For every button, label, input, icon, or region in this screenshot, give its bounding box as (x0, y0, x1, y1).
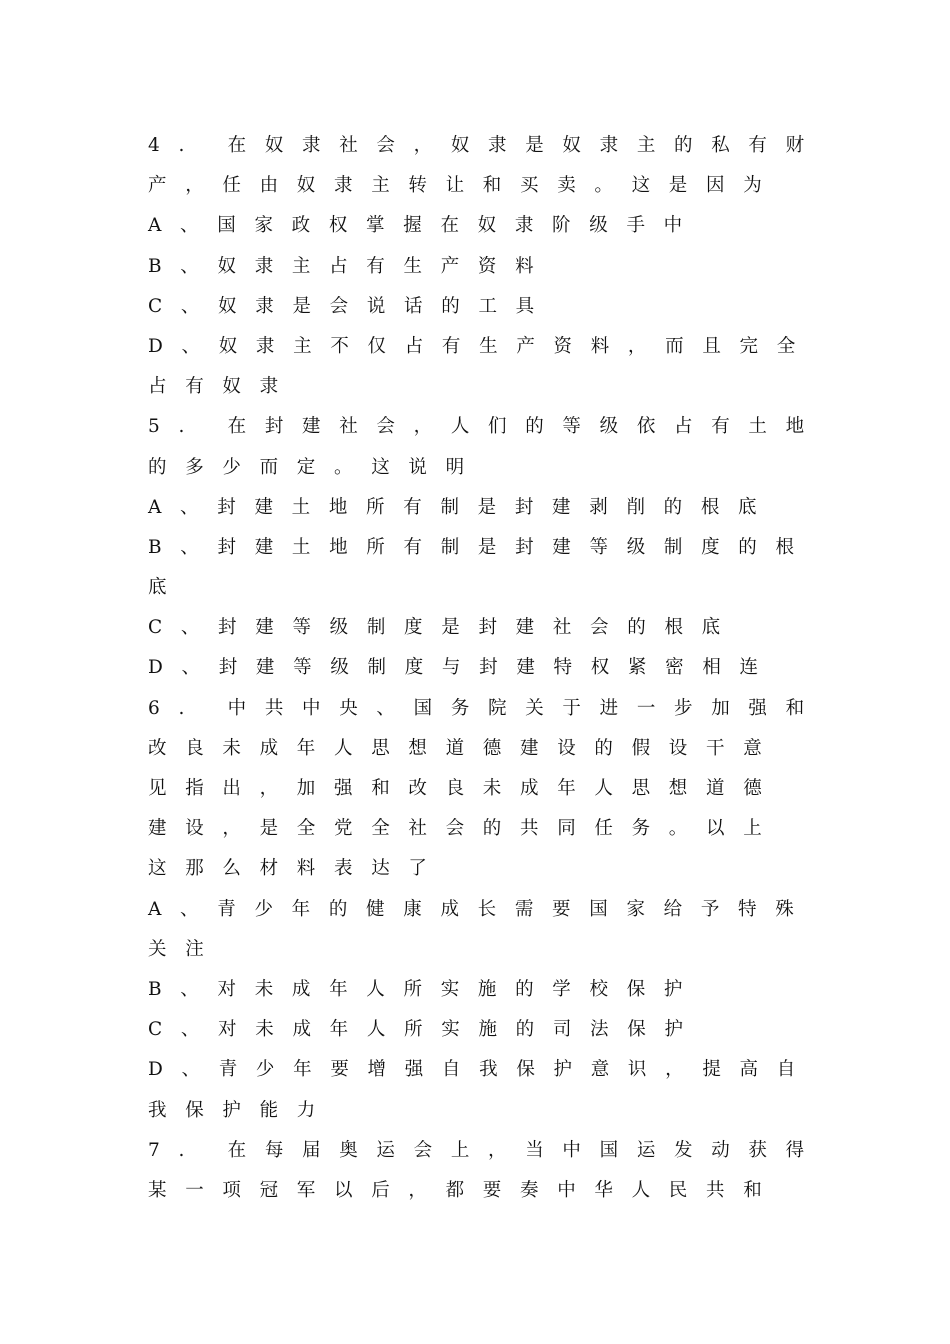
question-4-option-c: C、奴隶是会说话的工具 (148, 295, 553, 317)
question-7-stem-line-2: 某一项冠军以后，都要奏中华人民共和 (148, 1179, 781, 1201)
question-6-stem-line-1: 6. 中共中央、国务院关于进一步加强和 (148, 697, 823, 719)
question-6-option-a-line-2: 关注 (148, 938, 223, 960)
question-5-option-b-line-1: B、封建土地所有制是封建等级制度的根 (148, 536, 813, 558)
question-4-option-d-line-2: 占有奴隶 (148, 376, 297, 398)
question-6-option-a-line-1: A、青少年的健康成长需要国家给予特殊 (148, 898, 813, 920)
question-6-option-c: C、对未成年人所实施的司法保护 (148, 1019, 702, 1041)
question-6-stem-line-3: 见指出，加强和改良未成年人思想道德 (148, 778, 781, 799)
question-5-option-d: D、封建等级制度与封建特权紧密相连 (148, 657, 777, 679)
question-4-option-b: B、奴隶主占有生产资料 (148, 255, 553, 277)
question-6-option-d-line-1: D、青少年要增强自我保护意识，提高自 (148, 1059, 814, 1081)
question-6-option-b: B、对未成年人所实施的学校保护 (148, 978, 702, 1000)
question-5-stem-line-2: 的多少而定。这说明 (148, 456, 483, 478)
question-6-option-d-line-2: 我保护能力 (148, 1099, 335, 1121)
question-5-option-a: A、封建土地所有制是封建剥削的根底 (148, 496, 776, 518)
question-5-option-c: C、封建等级制度是封建社会的根底 (148, 617, 739, 639)
question-6-stem-line-2: 改良未成年人思想道德建设的假设干意 (148, 737, 781, 759)
question-7-stem-line-1: 7. 在每届奥运会上，当中国运发动获得 (148, 1139, 823, 1161)
document-body (148, 126, 823, 1211)
question-4-option-a: A、国家政权掌握在奴隶阶级手中 (148, 215, 701, 237)
question-5-stem-line-1: 5. 在封建社会，人们的等级依占有土地 (148, 416, 823, 438)
question-4-stem-line-2: 产，任由奴隶主转让和买卖。这是因为 (148, 175, 781, 197)
question-6-stem-line-5: 这那么材料表达了 (148, 858, 446, 880)
question-4-stem-line-1: 4. 在奴隶社会，奴隶是奴隶主的私有财 (148, 135, 823, 156)
question-6-stem-line-4: 建设，是全党全社会的共同任务。以上 (148, 818, 781, 840)
question-5-option-b-line-2: 底 (148, 577, 186, 599)
question-4-option-d-line-1: D、奴隶主不仅占有生产资料，而且完全 (148, 335, 814, 357)
